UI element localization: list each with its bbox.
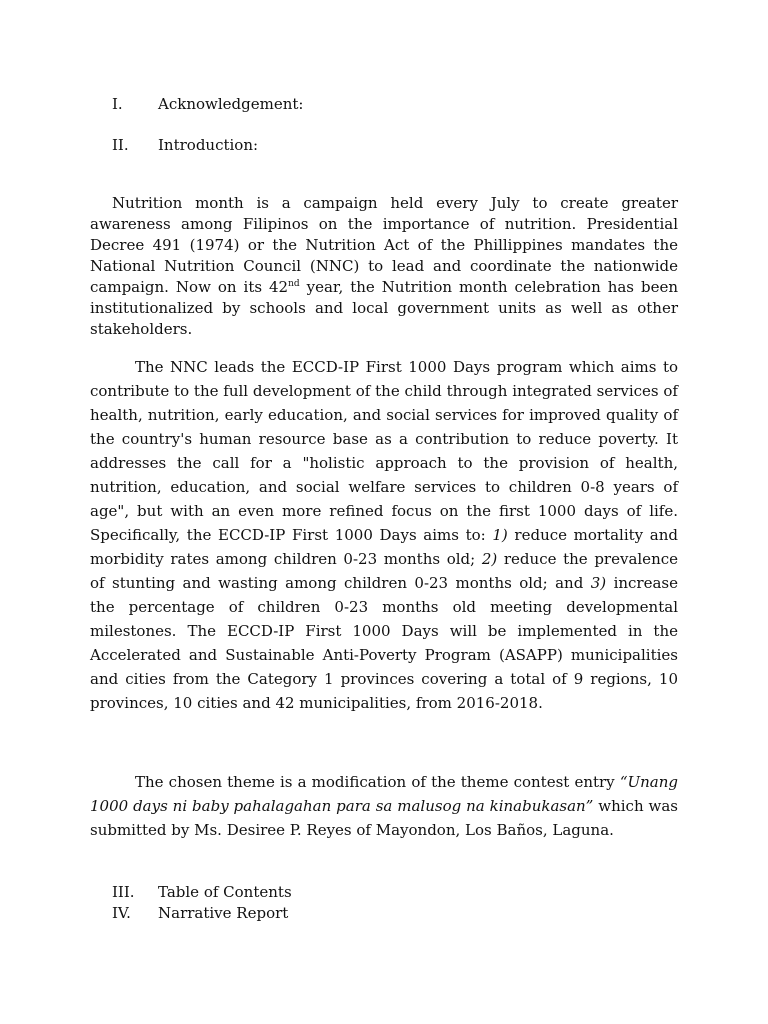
paragraph-text: year, the Nutrition month celebration has been institutionalized by schools and local government units as well as other stakeholders. <box>90 278 678 338</box>
list-number: 2) <box>481 550 498 568</box>
section-number: II. <box>112 136 129 154</box>
section-number: IV. <box>112 904 131 922</box>
theme-title: “Unang 1000 days ni baby pahalagahan para sa malusog na kinabukasan” <box>90 773 678 815</box>
ordinal-suffix: nd <box>288 279 300 289</box>
section-heading-narrative-report <box>112 903 288 923</box>
list-number: 3) <box>590 574 607 592</box>
section-title: Acknowledgement: <box>158 95 304 113</box>
section-heading-table-of-contents <box>112 882 292 902</box>
section-title: Table of Contents <box>158 883 292 901</box>
list-number: 1) <box>492 526 508 544</box>
section-number: III. <box>112 883 135 901</box>
section-heading-introduction <box>112 135 258 155</box>
paragraph-text: The NNC leads the ECCD-IP First 1000 Days program which aims to contribute to the full development of the child through integrated services of health, nutrition, early education, and social services for improved quality of the country's human resource base as a contribution to reduce poverty. It addresses the call for a "holistic approach to the provision of health, nutrition, education, and social welfare services to children 0-8 years of age", but with an even more refined focus on the first 1000 days of life. Specifically, the ECCD-IP First 1000 Days aims to: <box>90 358 678 544</box>
paragraph-text: Nutrition month is a campaign held every July to create greater awareness among Filipinos on the importance of nutrition. Presidential Decree 491 (1974) or the Nutrition Act of the Phillippines mandates the National Nutrition Council (NNC) to lead and coordinate the nationwide campaign. Now on its 42 <box>90 194 678 296</box>
paragraph-text: reduce mortality and morbidity rates among children 0-23 months old; <box>90 526 679 568</box>
paragraph-text: reduce the prevalence of stunting and wasting among children 0-23 months old; and <box>90 550 679 592</box>
paragraph-theme <box>90 770 678 842</box>
paragraph-text: increase the percentage of children 0-23 months old meeting developmental milestones. The ECCD-IP First 1000 Days will be implemented in the Accelerated and Sustainable Anti-Poverty Program (ASAPP) municipalities and cities from the Category 1 provinces covering a total of 9 regions, 10 provinces, 10 cities and 42 municipalities, from 2016-2018. <box>90 574 678 712</box>
section-heading-acknowledgement <box>112 94 303 114</box>
paragraph-nutrition-month <box>90 193 678 340</box>
section-number: I. <box>112 95 123 113</box>
paragraph-eccd-program <box>90 355 678 715</box>
section-title: Introduction: <box>158 136 259 154</box>
paragraph-text: The chosen theme is a modification of the theme contest entry <box>135 773 620 791</box>
paragraph-text: which was submitted by Ms. Desiree P. Reyes of Mayondon, Los Baños, Laguna. <box>90 797 678 839</box>
section-title: Narrative Report <box>158 904 289 922</box>
